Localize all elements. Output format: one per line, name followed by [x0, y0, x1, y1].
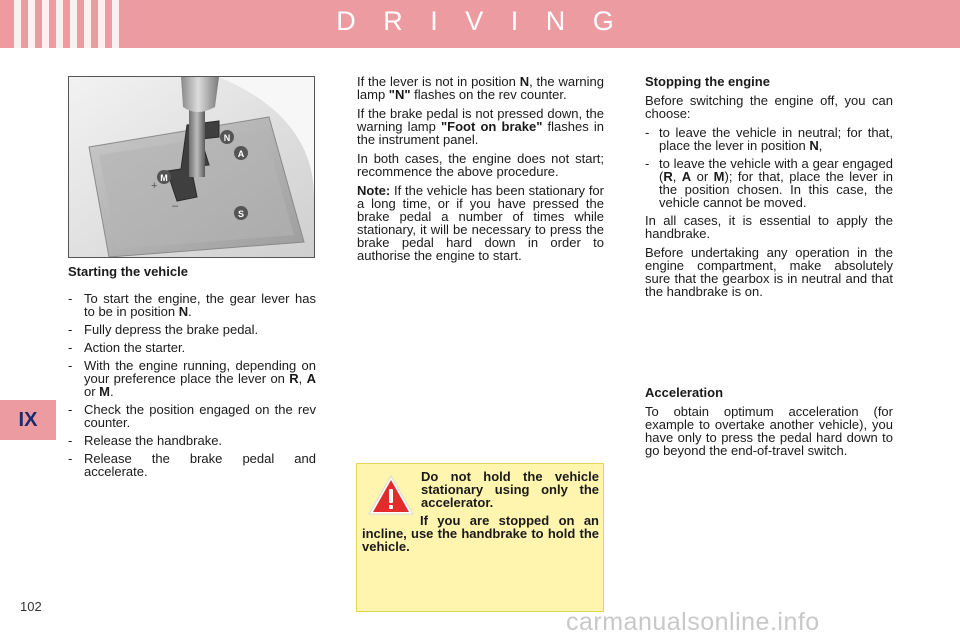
list-item: - Fully depress the brake pedal. [68, 322, 259, 337]
note-label: Note: [357, 183, 391, 198]
warning-text-secondary: If you are stopped on an incline, use the handbrake to hold the vehicle. [362, 513, 599, 554]
list-item: - to leave the vehicle in neutral; for that, place the lever in position N, [645, 125, 893, 153]
starting-section [68, 265, 316, 483]
starting-steps-list [68, 292, 316, 478]
page-title: D R I V I N G [336, 6, 624, 36]
list-item: - With the engine running, depending on your preference place the lever on R, A or M. [68, 358, 316, 399]
paragraph: Before switching the engine off, you can choose: [645, 93, 893, 121]
gear-lever-illustration [69, 77, 314, 257]
warning-box [356, 463, 604, 612]
warning-triangle-icon [367, 474, 415, 516]
warning-text-primary: Do not hold the vehicle stationary using only the accelerator. [421, 469, 599, 510]
paragraph: If the lever is not in position N, the warning lamp "N" flashes on the rev counter. [357, 74, 604, 102]
chapter-tab: IX [0, 400, 56, 440]
paragraph: In both cases, the engine does not start; recommence the above procedure. [357, 151, 604, 179]
section-heading: Starting the vehicle [68, 264, 188, 279]
page-number: 102 [20, 599, 42, 614]
gear-label-s: S [237, 209, 245, 219]
acceleration-section [645, 386, 893, 463]
section-heading: Stopping the engine [645, 74, 770, 89]
list-item: - Check the position engaged on the rev counter. [68, 402, 316, 430]
list-item: - To start the engine, the gear lever has to be in position N. [68, 291, 316, 319]
paragraph: To obtain optimum acceleration (for example to overtake another vehicle), you have only to press the pedal hard down to go beyond the end-of-travel switch. [645, 404, 893, 458]
stopping-options-list [645, 126, 893, 209]
gear-label-a: A [237, 149, 245, 159]
gear-label-n: N [223, 133, 231, 143]
note-paragraph: Note: If the vehicle has been stationary for a long time, or if you have pressed the brake pedal a number of times while stationary, it will be necessary to press the brake pedal hard down in order to authorise the engine to start. [357, 183, 604, 263]
gear-label-plus: + [151, 180, 158, 192]
section-heading: Acceleration [645, 385, 724, 400]
list-item: - Release the handbrake. [68, 433, 223, 448]
chapter-header [0, 0, 960, 48]
list-item: - to leave the vehicle with a gear engaged (R, A or M); for that, place the lever in the position chosen. In this case, the vehicle cannot be moved. [645, 156, 893, 210]
stopping-section [645, 75, 893, 304]
gear-lever-photo [68, 76, 315, 258]
paragraph: If the brake pedal is not pressed down, the warning lamp "Foot on brake" flashes in the instrument panel. [357, 106, 604, 147]
paragraph: In all cases, it is essential to apply the handbrake. [645, 213, 893, 241]
list-item: - Action the starter. [68, 340, 186, 355]
warning-lamps-section [357, 75, 604, 268]
gear-label-minus: – [172, 200, 179, 212]
gear-label-m: M [160, 173, 168, 183]
list-item: - Release the brake pedal and accelerate. [68, 451, 316, 479]
paragraph: Before undertaking any operation in the engine compartment, make absolutely sure that the gearbox is in neutral and that the handbrake is on. [645, 245, 893, 299]
watermark: carmanualsonline.info [566, 608, 820, 636]
